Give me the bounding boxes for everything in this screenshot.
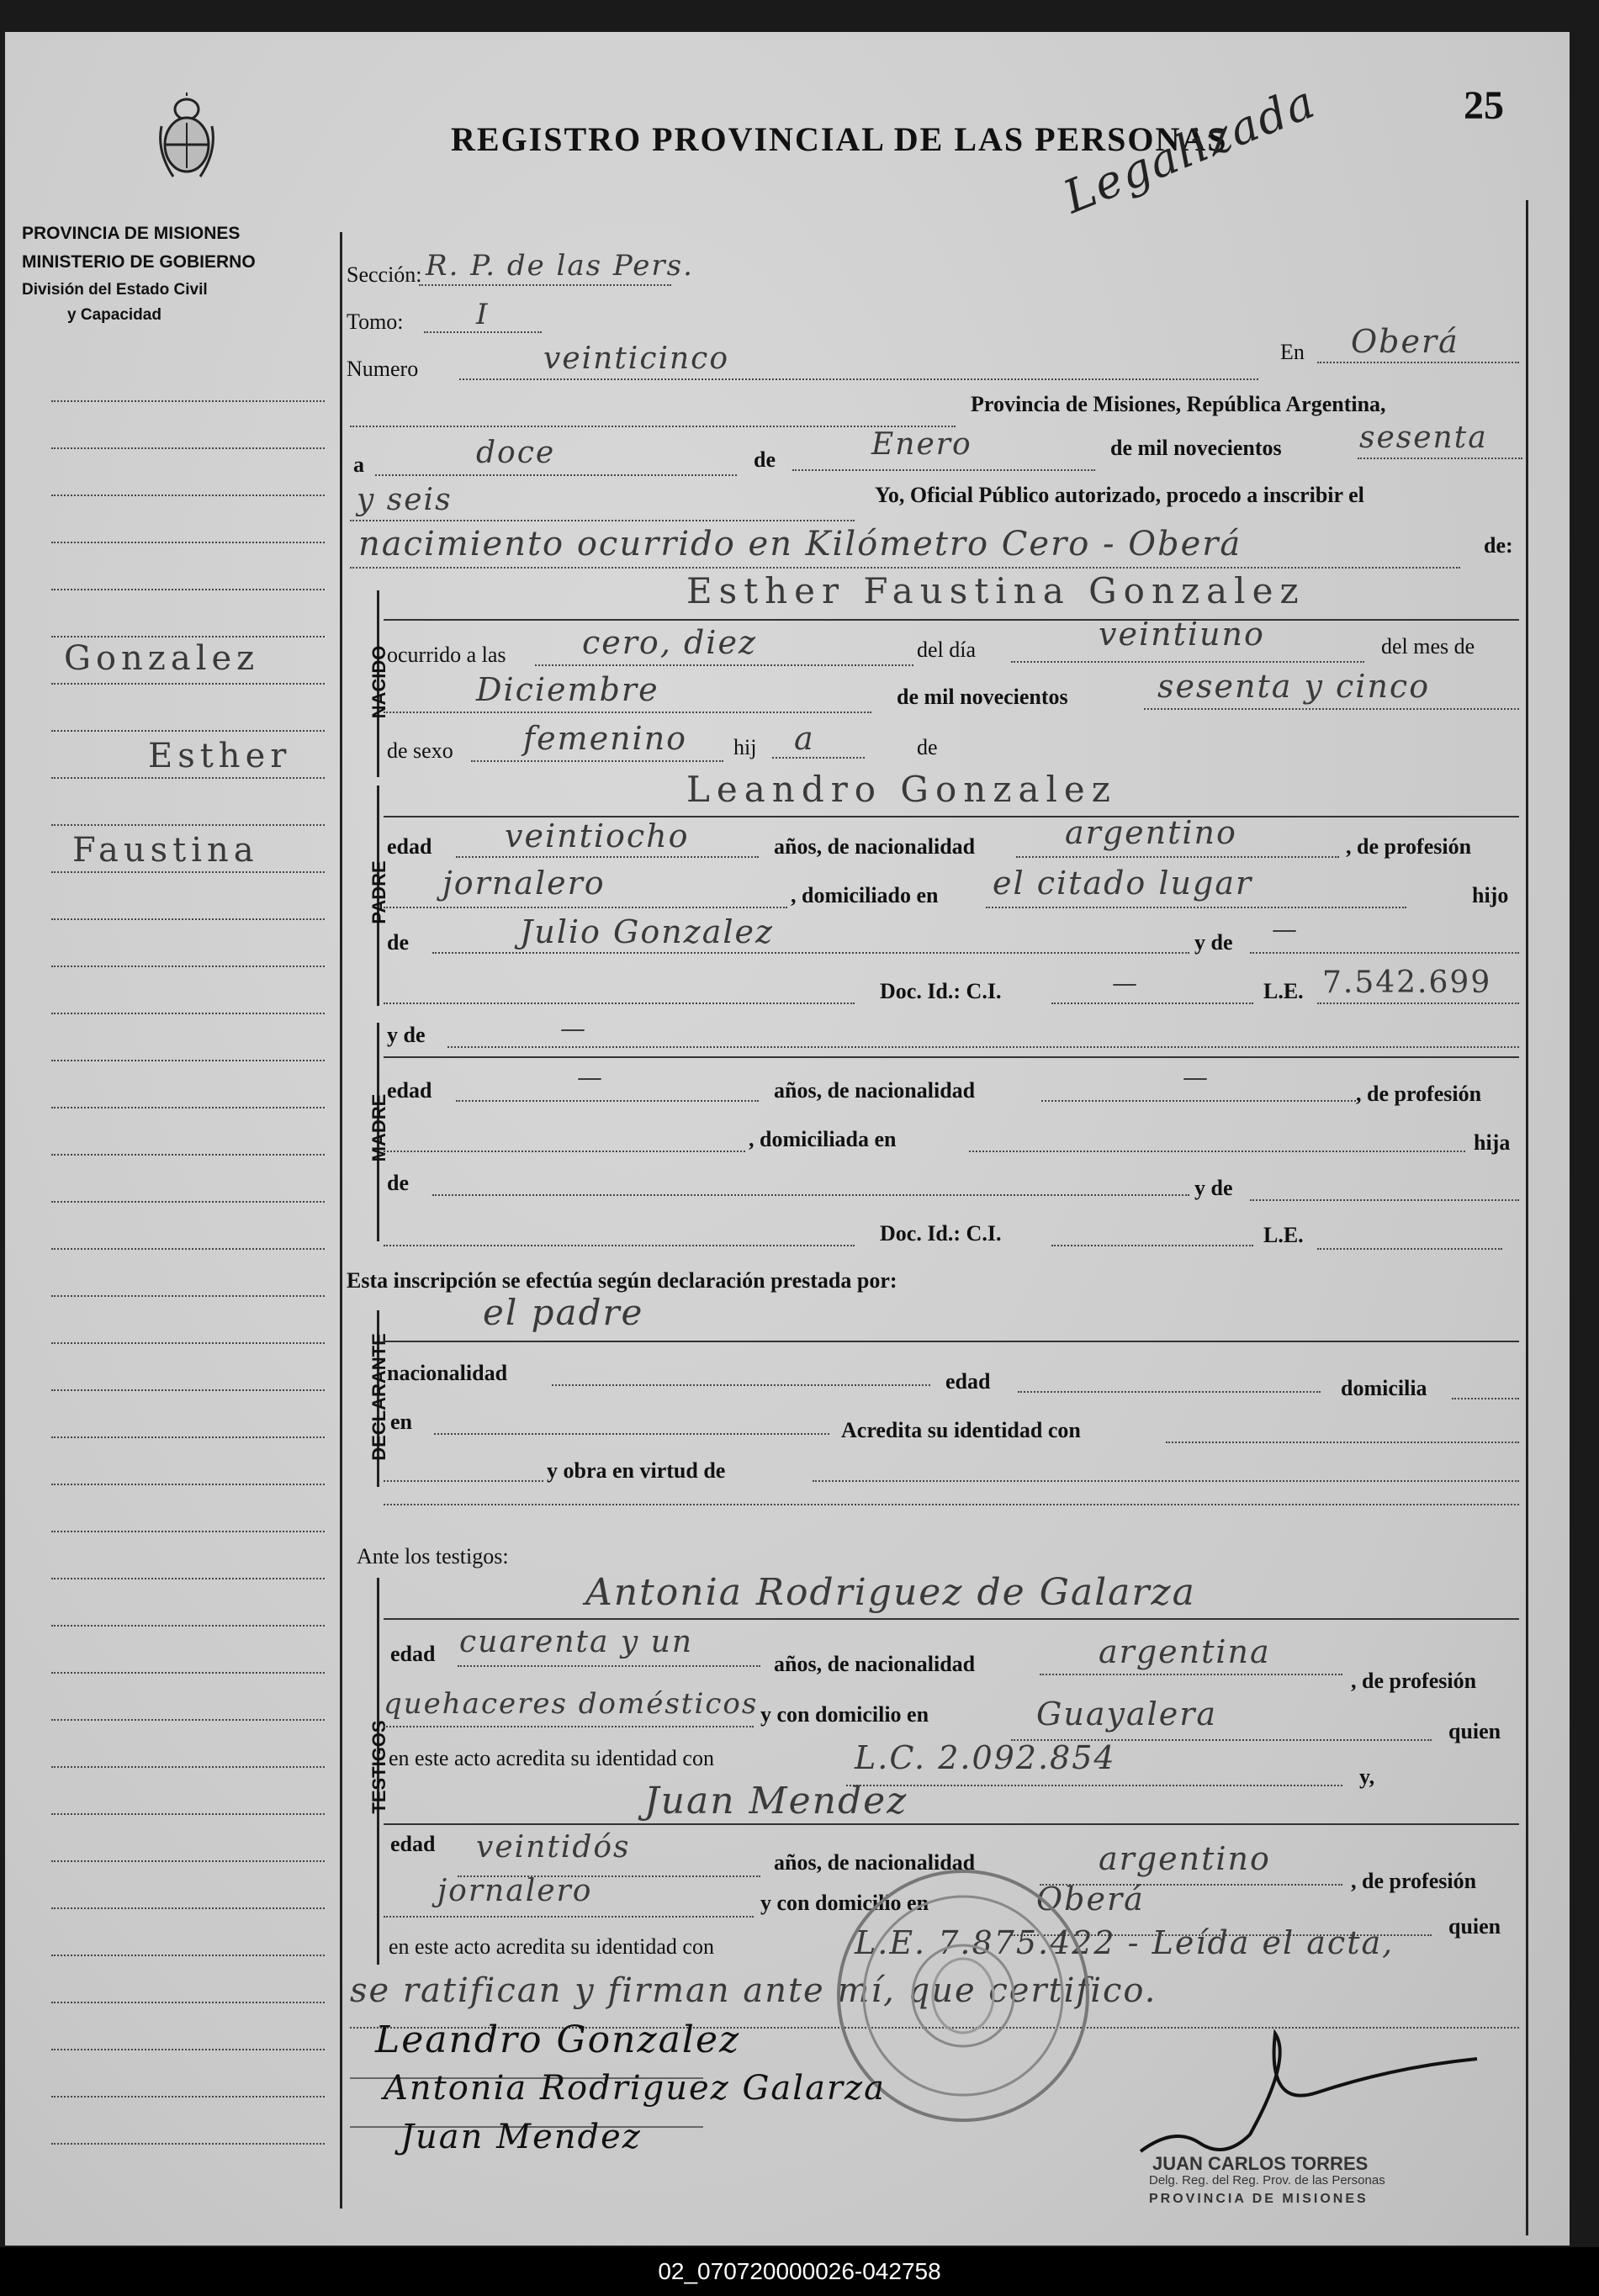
margin-line: [51, 589, 325, 590]
margin-line: [51, 447, 325, 449]
margin-line: [51, 777, 325, 779]
padre-y-de-line: [1250, 952, 1519, 954]
day-line: [375, 474, 737, 476]
t2-profesion: jornalero: [437, 1874, 593, 1908]
margin-line: [51, 1813, 325, 1815]
t1-profesion: quehaceres domésticos: [384, 1687, 759, 1721]
dia-line: [1011, 661, 1364, 663]
margin-line: [51, 1107, 325, 1108]
margin-line: [51, 400, 325, 402]
margin-line: [51, 1719, 325, 1721]
del-mes-label: del mes de: [1381, 634, 1475, 659]
official-province: PROVINCIA DE MISIONES: [1149, 2192, 1369, 2206]
padre-edad: veintiocho: [505, 817, 690, 854]
sexo-line: [471, 760, 723, 762]
madre-y-de-label: y de: [387, 1023, 426, 1047]
margin-line: [51, 1436, 325, 1438]
blank-line: [350, 426, 956, 427]
frame-right-border: [1526, 200, 1528, 2235]
margin-line: [51, 871, 325, 873]
anio-line: [1144, 708, 1519, 710]
acto-value: nacimiento ocurrido en Kilómetro Cero - Oberá: [358, 525, 1242, 563]
declarante-intro: Esta inscripción se efectúa según declaración prestada por:: [347, 1268, 897, 1293]
t2-profesion-label: , de profesión: [1351, 1869, 1477, 1893]
padre-nac-line: [1016, 856, 1339, 858]
padre-hijo-label: hijo: [1472, 883, 1509, 907]
t1-nacionalidad: argentina: [1099, 1633, 1271, 1670]
t2-name: Juan Mendez: [644, 1780, 908, 1823]
signature-1: Leandro Gonzalez: [375, 2018, 741, 2061]
de-colon: de:: [1484, 533, 1513, 558]
office-province: PROVINCIA DE MISIONES: [22, 224, 241, 243]
margin-line: [51, 2049, 325, 2050]
margin-line: [51, 495, 325, 496]
testigos-section-label: TESTIGOS: [368, 1720, 389, 1814]
file-id: 02_070720000026-042758: [658, 2258, 941, 2284]
margin-line: [51, 1060, 325, 1061]
hora-line: [535, 664, 913, 666]
margin-line: [51, 1907, 325, 1909]
acto-line: [350, 567, 1460, 569]
declarante-nac-line: [552, 1384, 930, 1386]
declarante-nacionalidad-label: nacionalidad: [387, 1361, 508, 1385]
legalizada-stamp: Legalizada: [1056, 75, 1323, 224]
t1-domicilio: Guayalera: [1036, 1696, 1218, 1733]
t2-anos-label: años, de nacionalidad: [774, 1850, 976, 1875]
margin-line: [51, 1484, 325, 1485]
nacido-name-line: [384, 619, 1519, 621]
madre-doc-label: Doc. Id.: C.I.: [880, 1221, 1002, 1246]
margin-line: [51, 2002, 325, 2003]
margin-line: [51, 1531, 325, 1532]
official-signature-icon: [1124, 2008, 1494, 2177]
margin-line: [51, 1672, 325, 1674]
declarante-blank2-line: [384, 1504, 1519, 1505]
t1-domicilio-label: y con domicilio en: [760, 1702, 929, 1727]
declarante-acredita-label: Acredita su identidad con: [841, 1418, 1081, 1442]
tomo-value: I: [476, 298, 490, 331]
madre-prof-line: [384, 1151, 745, 1152]
t1-doc: L.C. 2.092.854: [855, 1739, 1116, 1776]
madre-name-line: [384, 1056, 1519, 1058]
nacido-de-label: de: [917, 735, 938, 759]
declarante-obra-label: y obra en virtud de: [547, 1458, 726, 1483]
closing-text: se ratifican y firman ante mí, que certifico.: [350, 1971, 1157, 2010]
madre-le-line: [1317, 1248, 1502, 1250]
t1-anos-label: años, de nacionalidad: [774, 1652, 976, 1676]
provincia-text: Provincia de Misiones, República Argentina,: [971, 392, 1386, 416]
margin-line: [51, 1860, 325, 1862]
t2-domicilio: Oberá: [1036, 1881, 1145, 1918]
page-title: REGISTRO PROVINCIAL DE LAS PERSONAS: [451, 120, 1228, 158]
padre-blank-line: [384, 1003, 855, 1004]
t1-nac-line: [1040, 1674, 1342, 1675]
madre-domiciliada-label: , domiciliada en: [749, 1127, 897, 1151]
margin-line: [51, 730, 325, 732]
margin-name2: Faustina: [72, 831, 259, 870]
t2-acredita-label: en este acto acredita su identidad con: [389, 1934, 714, 1959]
margin-line: [51, 542, 325, 543]
padre-dom-line: [986, 907, 1406, 908]
a-label: a: [353, 452, 364, 477]
t1-acredita-label: en este acto acredita su identidad con: [389, 1746, 714, 1770]
file-id-bar: [0, 2247, 1599, 2296]
t2-name-line: [384, 1823, 1519, 1825]
declarante-domicilia-label: domicilia: [1341, 1376, 1427, 1400]
t1-edad: cuarenta y un: [459, 1625, 694, 1659]
tomo-line: [424, 331, 542, 333]
padre-de-value: Julio Gonzalez: [520, 913, 775, 950]
en-value: Oberá: [1351, 323, 1459, 360]
t2-nacionalidad: argentino: [1099, 1840, 1271, 1877]
padre-anos-label: años, de nacionalidad: [774, 834, 976, 859]
margin-name1: Esther: [148, 737, 292, 775]
anio-value: sesenta y cinco: [1157, 668, 1431, 705]
del-dia-label: del día: [917, 637, 977, 662]
margin-line: [51, 1389, 325, 1391]
de-label: de: [754, 447, 776, 472]
padre-le-value: 7.542.699: [1322, 965, 1492, 1000]
t2-doc: L.E. 7.875.422 - Leída el acta,: [855, 1924, 1395, 1961]
official-title: Delg. Reg. del Reg. Prov. de las Personas: [1149, 2173, 1385, 2188]
margin-line: [51, 918, 325, 920]
padre-y-de-label: y de: [1194, 930, 1233, 955]
numero-label: Numero: [347, 357, 419, 381]
oficial-text: Yo, Oficial Público autorizado, procedo a inscribir el: [875, 483, 1364, 507]
coat-of-arms-icon: [156, 93, 217, 185]
margin-line: [51, 1578, 325, 1579]
padre-domicilio: el citado lugar: [993, 865, 1253, 902]
hij-label: hij: [733, 735, 757, 759]
margin-line: [51, 1295, 325, 1297]
declarante-acredita-line: [1166, 1442, 1519, 1443]
padre-section-label: PADRE: [368, 860, 389, 924]
numero-line: [459, 378, 1258, 380]
declarante-en-label: en: [390, 1410, 412, 1434]
padre-doc-label: Doc. Id.: C.I.: [880, 979, 1002, 1003]
t2-prof-line: [384, 1916, 754, 1918]
madre-dom-line: [969, 1151, 1465, 1152]
padre-le-label: L.E.: [1263, 979, 1304, 1003]
t1-name: Antonia Rodriguez de Galarza: [585, 1571, 1196, 1614]
madre-edad-label: edad: [387, 1078, 432, 1103]
nacido-section-label: NACIDO: [368, 645, 389, 719]
t1-edad-line: [458, 1665, 760, 1667]
t1-edad-label: edad: [390, 1642, 436, 1666]
padre-name: Leandro Gonzalez: [686, 769, 1117, 810]
t2-quien-label: quien: [1448, 1914, 1501, 1939]
en-line: [1317, 362, 1519, 363]
t1-quien-label: quien: [1448, 1719, 1501, 1743]
margin-line: [51, 636, 325, 637]
declarante-obra-line: [813, 1480, 1519, 1482]
madre-hija-label: hija: [1474, 1130, 1511, 1155]
declarante-en-line: [434, 1433, 829, 1435]
page-number: 25: [1464, 83, 1504, 128]
margin-line: [51, 1766, 325, 1768]
padre-profesion: jornalero: [442, 865, 606, 902]
hora-value: cero, diez: [582, 624, 757, 661]
t1-name-line: [384, 1618, 1519, 1620]
madre-y-de2-label: y de: [1194, 1176, 1233, 1200]
madre-anos-label: años, de nacionalidad: [774, 1078, 976, 1103]
dia-value: veintiuno: [1099, 616, 1265, 653]
margin-line: [51, 2096, 325, 2098]
frame-left-border: [340, 232, 342, 2209]
padre-de-line: [432, 952, 1189, 954]
madre-ci-line: [1051, 1245, 1253, 1246]
madre-y-de-value: —: [560, 1014, 587, 1044]
padre-edad-label: edad: [387, 834, 432, 859]
t1-y-label: y,: [1359, 1764, 1375, 1789]
padre-prof-line: [384, 907, 787, 908]
mes-value: Diciembre: [476, 671, 659, 708]
declarante-name: el padre: [483, 1292, 644, 1333]
testigos-intro: Ante los testigos:: [357, 1544, 509, 1569]
declarante-section-label: DECLARANTE: [368, 1333, 389, 1461]
margin-line: [51, 1342, 325, 1344]
numero-value: veinticinco: [543, 341, 730, 376]
year-line: [1358, 458, 1522, 459]
margin-line: [51, 1201, 325, 1203]
year-value2: y seis: [357, 483, 453, 517]
margin-surname: Gonzalez: [64, 639, 260, 678]
madre-edad-line: [456, 1100, 759, 1102]
madre-le-label: L.E.: [1263, 1223, 1304, 1247]
t2-edad-label: edad: [390, 1832, 436, 1856]
seccion-line: [419, 284, 671, 286]
madre-de-label: de: [387, 1171, 409, 1195]
madre-section-label: MADRE: [368, 1093, 389, 1162]
month-line: [792, 469, 1095, 471]
seccion-value: R. P. de las Pers.: [426, 249, 694, 283]
declarante-dom-line: [1452, 1398, 1519, 1399]
padre-de-label: de: [387, 930, 409, 955]
nacido-name: Esther Faustina Gonzalez: [686, 570, 1305, 611]
madre-nac-line: [1041, 1100, 1356, 1102]
declarante-name-line: [384, 1341, 1519, 1342]
day-value: doce: [476, 436, 556, 470]
office-capacidad: y Capacidad: [67, 306, 161, 324]
t1-profesion-label: , de profesión: [1351, 1669, 1477, 1693]
margin-line: [51, 1013, 325, 1014]
signature-2: Antonia Rodriguez Galarza: [384, 2069, 886, 2108]
mil-label: de mil novecientos: [1110, 436, 1282, 460]
margin-line: [51, 965, 325, 967]
madre-nacionalidad: —: [1183, 1063, 1210, 1092]
official-name: JUAN CARLOS TORRES: [1152, 2153, 1369, 2174]
month-value: Enero: [871, 427, 972, 462]
margin-line: [51, 1625, 325, 1627]
margin-line: [51, 683, 325, 685]
office-ministry: MINISTERIO DE GOBIERNO: [22, 252, 256, 272]
padre-edad-line: [456, 856, 759, 858]
margin-line: [51, 1248, 325, 1250]
padre-y-de-value: —: [1272, 915, 1299, 944]
t1-doc-line: [846, 1785, 1342, 1786]
tomo-label: Tomo:: [347, 309, 404, 334]
t2-domicilio-label: y con domicilio en: [760, 1891, 929, 1915]
ocurrido-label: ocurrido a las: [387, 643, 506, 667]
madre-blank-line: [384, 1245, 855, 1246]
mes-line: [384, 712, 871, 713]
declarante-edad-line: [1018, 1391, 1321, 1393]
hij-line: [772, 757, 865, 759]
padre-ci-value: —: [1112, 969, 1139, 998]
margin-line: [51, 824, 325, 826]
declarante-edad-label: edad: [945, 1369, 991, 1394]
sexo-label: de sexo: [387, 738, 453, 763]
t2-edad: veintidós: [476, 1830, 631, 1865]
signature-3: Juan Mendez: [400, 2118, 642, 2156]
sexo-value: femenino: [523, 720, 688, 757]
nacido-mil-label: de mil novecientos: [897, 685, 1068, 709]
padre-nacionalidad: argentino: [1065, 814, 1237, 851]
madre-y-de-line: [447, 1046, 1519, 1048]
padre-le-line: [1317, 1003, 1519, 1004]
madre-y-de2-line: [1250, 1199, 1519, 1201]
margin-line: [51, 1955, 325, 1956]
padre-ci-line: [1051, 1003, 1253, 1004]
madre-profesion-label: , de profesión: [1356, 1082, 1482, 1106]
margin-line: [51, 2143, 325, 2145]
paper-sheet: [5, 32, 1570, 2246]
t1-prof-line: [384, 1726, 754, 1727]
en-label: En: [1280, 340, 1305, 364]
seccion-label: Sección:: [347, 262, 422, 287]
madre-de-line: [432, 1194, 1189, 1196]
year-value: sesenta: [1359, 421, 1488, 455]
declarante-blank-line: [384, 1480, 543, 1482]
office-division: División del Estado Civil: [22, 281, 208, 299]
padre-domiciliado-label: , domiciliado en: [791, 883, 939, 907]
year2-line: [350, 520, 855, 521]
madre-edad: —: [577, 1063, 604, 1092]
padre-profesion-label: , de profesión: [1346, 834, 1472, 859]
hij-value: a: [794, 720, 815, 757]
margin-line: [51, 1154, 325, 1156]
